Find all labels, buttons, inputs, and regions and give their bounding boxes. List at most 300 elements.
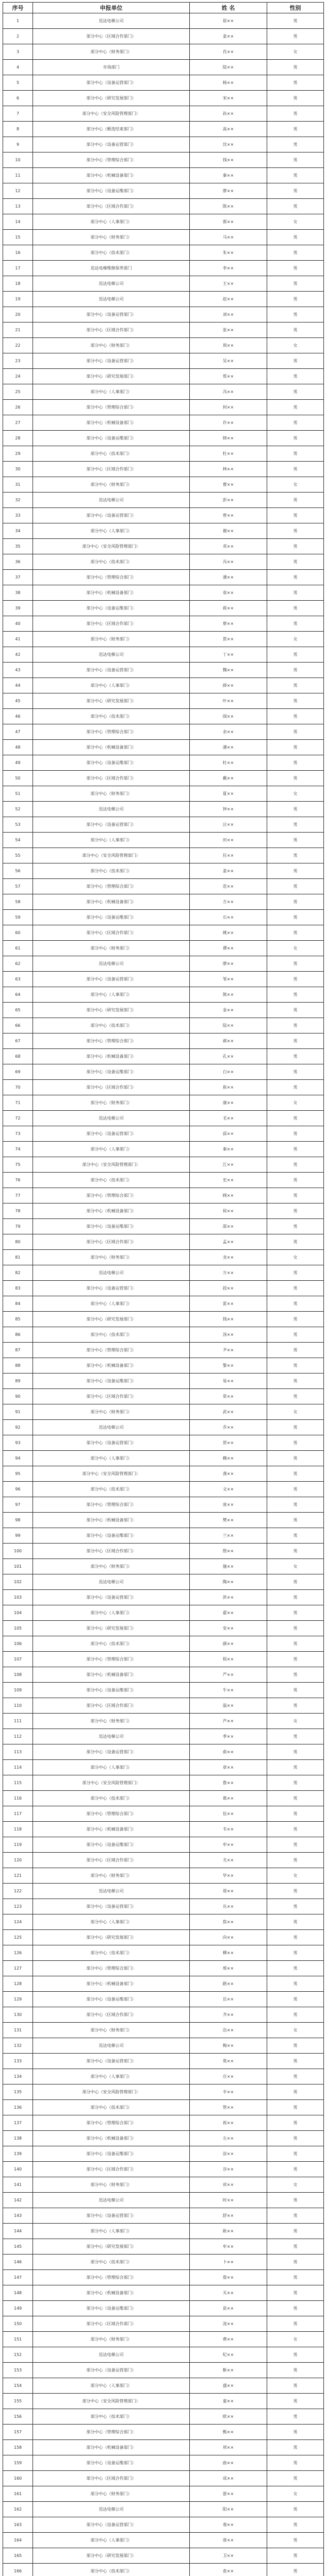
cell-name: 许×× xyxy=(190,415,267,431)
cell-index: 30 xyxy=(3,462,33,477)
cell-unit: 部分中心（设备运维部门） xyxy=(33,2146,190,2162)
cell-index: 38 xyxy=(3,585,33,601)
table-row xyxy=(3,1420,324,1435)
cell-unit: 部分中心（管理综合部门） xyxy=(33,724,190,740)
table-row xyxy=(3,941,324,956)
table-row xyxy=(3,771,324,786)
cell-index: 102 xyxy=(3,1574,33,1590)
cell-name: 耿×× xyxy=(190,2224,267,2239)
cell-gender: 男 xyxy=(267,1204,324,1219)
cell-name: 赵×× xyxy=(190,292,267,307)
cell-index: 7 xyxy=(3,106,33,122)
cell-unit: 部分中心（安全风险管理部门） xyxy=(33,2084,190,2100)
cell-name: 贾×× xyxy=(190,632,267,647)
cell-unit: 部分中心（设备运营部门） xyxy=(33,353,190,369)
cell-unit: 部分中心（甄选结束部门） xyxy=(33,122,190,137)
cell-unit: 部分中心（技术部门） xyxy=(33,1945,190,1961)
table-row xyxy=(3,554,324,570)
cell-gender: 男 xyxy=(267,1420,324,1435)
cell-unit: 部分中心（设备运营部门） xyxy=(33,137,190,152)
table-row xyxy=(3,44,324,60)
cell-unit: 部分中心（人事部门） xyxy=(33,1451,190,1466)
cell-index: 106 xyxy=(3,1636,33,1652)
cell-gender: 男 xyxy=(267,755,324,771)
table-row xyxy=(3,1095,324,1111)
table-row xyxy=(3,1806,324,1822)
cell-gender: 男 xyxy=(267,1312,324,1327)
cell-unit: 部分中心（设备运营部门） xyxy=(33,1899,190,1914)
cell-unit: 部分中心（人事部门） xyxy=(33,2224,190,2239)
cell-name: 阳×× xyxy=(190,2502,267,2517)
cell-name: 卫×× xyxy=(190,2548,267,2564)
cell-gender: 女 xyxy=(267,1095,324,1111)
table-row xyxy=(3,647,324,663)
table-row xyxy=(3,678,324,693)
cell-name: 马×× xyxy=(190,230,267,245)
cell-index: 43 xyxy=(3,663,33,678)
cell-index: 160 xyxy=(3,2471,33,2486)
cell-index: 60 xyxy=(3,925,33,941)
cell-unit: 部分中心（安全风险管理部门） xyxy=(33,1775,190,1791)
table-row xyxy=(3,493,324,508)
table-row xyxy=(3,987,324,1003)
cell-name: 苗×× xyxy=(190,2301,267,2316)
table-row xyxy=(3,709,324,724)
table-row xyxy=(3,1528,324,1544)
cell-name: 樊×× xyxy=(190,1513,267,1528)
cell-index: 84 xyxy=(3,1296,33,1312)
cell-unit: 部分中心（财务部门） xyxy=(33,786,190,802)
table-row xyxy=(3,1683,324,1698)
cell-index: 148 xyxy=(3,2285,33,2301)
table-row xyxy=(3,2100,324,2115)
cell-name: 孔×× xyxy=(190,1049,267,1064)
cell-gender: 男 xyxy=(267,508,324,523)
table-row xyxy=(3,1033,324,1049)
table-row xyxy=(3,539,324,554)
cell-index: 147 xyxy=(3,2270,33,2285)
cell-name: 游×× xyxy=(190,2486,267,2502)
cell-index: 98 xyxy=(3,1513,33,1528)
table-row xyxy=(3,323,324,338)
cell-gender: 男 xyxy=(267,972,324,987)
cell-gender: 男 xyxy=(267,493,324,508)
cell-index: 87 xyxy=(3,1343,33,1358)
cell-unit: 部分中心（设备运营部门） xyxy=(33,817,190,833)
cell-index: 116 xyxy=(3,1791,33,1806)
cell-gender: 男 xyxy=(267,2224,324,2239)
cell-unit: 迅达电梯公司 xyxy=(33,292,190,307)
cell-name: 焦×× xyxy=(190,1914,267,1930)
cell-gender: 男 xyxy=(267,369,324,384)
table-row xyxy=(3,2471,324,2486)
table-row xyxy=(3,972,324,987)
cell-index: 124 xyxy=(3,1914,33,1930)
cell-gender: 男 xyxy=(267,2455,324,2471)
cell-gender: 男 xyxy=(267,833,324,848)
table-row xyxy=(3,1466,324,1482)
table-row xyxy=(3,199,324,214)
cell-gender: 男 xyxy=(267,152,324,168)
cell-unit: 部分中心（设备运营部门） xyxy=(33,2208,190,2224)
cell-gender: 男 xyxy=(267,848,324,863)
table-row xyxy=(3,2533,324,2548)
cell-name: 薛×× xyxy=(190,678,267,693)
cell-unit: 部分中心（机械设备部门） xyxy=(33,1513,190,1528)
cell-index: 166 xyxy=(3,2564,33,2576)
cell-index: 141 xyxy=(3,2177,33,2193)
cell-gender: 男 xyxy=(267,1744,324,1760)
cell-index: 165 xyxy=(3,2548,33,2564)
cell-unit: 部分中心（机械设备部门） xyxy=(33,1358,190,1374)
cell-name: 曹×× xyxy=(190,477,267,493)
cell-name: 管×× xyxy=(190,2100,267,2115)
table-row xyxy=(3,585,324,601)
cell-gender: 男 xyxy=(267,910,324,925)
table-row xyxy=(3,1111,324,1126)
cell-unit: 部分中心（财务部门） xyxy=(33,1868,190,1884)
cell-index: 77 xyxy=(3,1188,33,1204)
cell-index: 111 xyxy=(3,1714,33,1729)
cell-name: 葛×× xyxy=(190,1791,267,1806)
cell-name: 易×× xyxy=(190,1374,267,1389)
cell-name: 柳×× xyxy=(190,1945,267,1961)
cell-index: 131 xyxy=(3,2023,33,2038)
table-row xyxy=(3,75,324,91)
cell-gender: 男 xyxy=(267,2239,324,2255)
cell-index: 42 xyxy=(3,647,33,663)
cell-name: 芦×× xyxy=(190,1714,267,1729)
cell-gender: 男 xyxy=(267,183,324,199)
cell-gender: 男 xyxy=(267,2100,324,2115)
cell-index: 107 xyxy=(3,1652,33,1667)
cell-unit: 部分中心（设备运维部门） xyxy=(33,1374,190,1389)
table-row xyxy=(3,910,324,925)
cell-name: 汤×× xyxy=(190,1327,267,1343)
header-name: 姓 名 xyxy=(190,3,267,13)
cell-unit: 部分中心（技术部门） xyxy=(33,446,190,462)
cell-name: 席×× xyxy=(190,2533,267,2548)
cell-unit: 部分中心（安全风险管理部门） xyxy=(33,2394,190,2409)
cell-unit: 部分中心（机械设备部门） xyxy=(33,1822,190,1837)
cell-unit: 部分中心（财务部门） xyxy=(33,44,190,60)
cell-unit: 部分中心（设备运营部门） xyxy=(33,75,190,91)
cell-unit: 迅达电梯公司 xyxy=(33,1574,190,1590)
cell-index: 153 xyxy=(3,2363,33,2378)
cell-index: 85 xyxy=(3,1312,33,1327)
table-row xyxy=(3,1714,324,1729)
table-row xyxy=(3,2208,324,2224)
cell-unit: 部分中心（研究发展部门） xyxy=(33,2239,190,2255)
cell-gender: 男 xyxy=(267,276,324,292)
table-row xyxy=(3,1930,324,1945)
cell-unit: 部分中心（财务部门） xyxy=(33,338,190,353)
cell-gender: 男 xyxy=(267,554,324,570)
cell-gender: 女 xyxy=(267,1250,324,1265)
cell-unit: 部分中心（设备运营部门） xyxy=(33,2517,190,2533)
cell-name: 盛×× xyxy=(190,2378,267,2394)
cell-gender: 男 xyxy=(267,601,324,616)
cell-name: 廖×× xyxy=(190,956,267,972)
cell-gender: 男 xyxy=(267,894,324,910)
cell-gender: 男 xyxy=(267,585,324,601)
cell-gender: 男 xyxy=(267,122,324,137)
table-row xyxy=(3,1976,324,1992)
table-body xyxy=(3,13,324,2576)
table-row xyxy=(3,1003,324,1018)
cell-name: 姜×× xyxy=(190,29,267,44)
cell-unit: 部分中心（机械设备部门） xyxy=(33,740,190,755)
cell-index: 164 xyxy=(3,2533,33,2548)
cell-name: 祁×× xyxy=(190,2177,267,2193)
cell-name: 邓×× xyxy=(190,539,267,554)
table-row xyxy=(3,2548,324,2564)
table-row xyxy=(3,2270,324,2285)
cell-unit: 部分中心（财务部门） xyxy=(33,1559,190,1574)
cell-unit: 部分中心（管理综合部门） xyxy=(33,1652,190,1667)
cell-name: 郝×× xyxy=(190,1033,267,1049)
cell-unit: 部分中心（技术部门） xyxy=(33,2564,190,2576)
cell-name: 邱×× xyxy=(190,1126,267,1142)
table-row xyxy=(3,2162,324,2177)
cell-unit: 部分中心（设备运营部门） xyxy=(33,1435,190,1451)
cell-name: 田×× xyxy=(190,833,267,848)
cell-unit: 部分中心（设备运营部门） xyxy=(33,2054,190,2069)
cell-index: 88 xyxy=(3,1358,33,1374)
cell-unit: 部分中心（机械设备部门） xyxy=(33,2285,190,2301)
cell-unit: 部分中心（财务部门） xyxy=(33,2023,190,2038)
cell-index: 78 xyxy=(3,1204,33,1219)
cell-name: 向×× xyxy=(190,1930,267,1945)
cell-index: 105 xyxy=(3,1621,33,1636)
table-row xyxy=(3,13,324,29)
cell-name: 潘×× xyxy=(190,740,267,755)
table-row xyxy=(3,1219,324,1234)
cell-index: 135 xyxy=(3,2084,33,2100)
cell-name: 齐×× xyxy=(190,2007,267,2023)
cell-name: 石×× xyxy=(190,910,267,925)
cell-gender: 男 xyxy=(267,75,324,91)
cell-index: 36 xyxy=(3,554,33,570)
table-row xyxy=(3,523,324,539)
cell-index: 144 xyxy=(3,2224,33,2239)
cell-name: 彭×× xyxy=(190,493,267,508)
cell-index: 109 xyxy=(3,1683,33,1698)
cell-index: 140 xyxy=(3,2162,33,2177)
cell-name: 凌×× xyxy=(190,2316,267,2332)
cell-unit: 部分中心（安全风险管理部门） xyxy=(33,539,190,554)
cell-gender: 男 xyxy=(267,1111,324,1126)
cell-name: 甄×× xyxy=(190,2425,267,2440)
cell-name: 阎×× xyxy=(190,709,267,724)
table-row xyxy=(3,2023,324,2038)
table-row xyxy=(3,1698,324,1714)
cell-gender: 男 xyxy=(267,1157,324,1173)
cell-name: 查×× xyxy=(190,2564,267,2576)
table-row xyxy=(3,91,324,106)
cell-unit: 部分中心（设备运维部门） xyxy=(33,910,190,925)
cell-index: 154 xyxy=(3,2378,33,2394)
cell-unit: 部分中心（设备运营部门） xyxy=(33,1744,190,1760)
cell-gender: 男 xyxy=(267,2471,324,2486)
cell-name: 曲×× xyxy=(190,2455,267,2471)
cell-gender: 男 xyxy=(267,199,324,214)
cell-unit: 部分中心（财务部门） xyxy=(33,632,190,647)
cell-name: 颜×× xyxy=(190,1636,267,1652)
cell-gender: 男 xyxy=(267,1080,324,1095)
table-row xyxy=(3,1945,324,1961)
cell-unit: 部分中心（设备运维部门） xyxy=(33,1837,190,1853)
cell-unit: 部分中心（研究发展部门） xyxy=(33,369,190,384)
cell-name: 辛×× xyxy=(190,2084,267,2100)
cell-gender: 男 xyxy=(267,323,324,338)
cell-gender: 男 xyxy=(267,2285,324,2301)
table-row xyxy=(3,2409,324,2425)
cell-index: 58 xyxy=(3,894,33,910)
table-row xyxy=(3,879,324,894)
table-row xyxy=(3,1327,324,1343)
cell-gender: 男 xyxy=(267,2146,324,2162)
cell-gender: 男 xyxy=(267,1064,324,1080)
cell-unit: 部分中心（设备运营部门） xyxy=(33,307,190,323)
cell-unit: 部分中心（安全风险管理部门） xyxy=(33,1157,190,1173)
cell-unit: 部分中心（研究发展部门） xyxy=(33,1312,190,1327)
cell-index: 70 xyxy=(3,1080,33,1095)
cell-name: 温×× xyxy=(190,1698,267,1714)
cell-gender: 男 xyxy=(267,1296,324,1312)
table-row xyxy=(3,1296,324,1312)
table-row xyxy=(3,2347,324,2363)
cell-unit: 部分中心（技术部门） xyxy=(33,1173,190,1188)
cell-unit: 迅达电梯公司 xyxy=(33,2038,190,2054)
cell-unit: 部分中心（设备运维部门） xyxy=(33,1992,190,2007)
cell-index: 35 xyxy=(3,539,33,554)
cell-name: 赖×× xyxy=(190,1451,267,1466)
cell-unit: 部分中心（设备运维部门） xyxy=(33,1219,190,1234)
cell-index: 24 xyxy=(3,369,33,384)
cell-index: 25 xyxy=(3,384,33,400)
cell-gender: 女 xyxy=(267,2023,324,2038)
cell-unit: 迅达电梯公司 xyxy=(33,2502,190,2517)
cell-index: 4 xyxy=(3,60,33,75)
cell-unit: 部分中心（安全风险管理部门） xyxy=(33,1466,190,1482)
cell-index: 108 xyxy=(3,1667,33,1683)
cell-gender: 男 xyxy=(267,1126,324,1142)
table-row xyxy=(3,338,324,353)
cell-unit: 部分中心（研究发展部门） xyxy=(33,1621,190,1636)
cell-unit: 部分中心（设备运营部门） xyxy=(33,1126,190,1142)
cell-unit: 部分中心（区域合作部门） xyxy=(33,1080,190,1095)
cell-index: 8 xyxy=(3,122,33,137)
table-row xyxy=(3,663,324,678)
cell-index: 20 xyxy=(3,307,33,323)
table-row xyxy=(3,1636,324,1652)
cell-gender: 男 xyxy=(267,1173,324,1188)
cell-unit: 部分中心（区域合作部门） xyxy=(33,771,190,786)
cell-index: 134 xyxy=(3,2069,33,2084)
cell-unit: 部分中心（设备运维部门） xyxy=(33,183,190,199)
table-row xyxy=(3,1157,324,1173)
table-row xyxy=(3,1667,324,1683)
cell-index: 15 xyxy=(3,230,33,245)
table-row xyxy=(3,1389,324,1404)
table-row xyxy=(3,817,324,833)
cell-unit: 迅达电梯公司 xyxy=(33,276,190,292)
cell-gender: 男 xyxy=(267,2069,324,2084)
cell-gender: 男 xyxy=(267,1652,324,1667)
cell-gender: 男 xyxy=(267,1188,324,1204)
cell-gender: 男 xyxy=(267,91,324,106)
cell-name: 邵×× xyxy=(190,1219,267,1234)
table-row xyxy=(3,786,324,802)
cell-index: 95 xyxy=(3,1466,33,1482)
cell-index: 74 xyxy=(3,1142,33,1157)
cell-name: 左×× xyxy=(190,2131,267,2146)
cell-unit: 部分中心（机械设备部门） xyxy=(33,2440,190,2455)
cell-unit: 部分中心（研究发展部门） xyxy=(33,91,190,106)
cell-gender: 女 xyxy=(267,1714,324,1729)
cell-index: 119 xyxy=(3,1837,33,1853)
cell-index: 3 xyxy=(3,44,33,60)
cell-unit: 部分中心（区域合作部门） xyxy=(33,29,190,44)
cell-name: 时×× xyxy=(190,2193,267,2208)
cell-index: 37 xyxy=(3,570,33,585)
cell-name: 杜×× xyxy=(190,446,267,462)
cell-gender: 男 xyxy=(267,353,324,369)
cell-gender: 男 xyxy=(267,1343,324,1358)
table-row xyxy=(3,1188,324,1204)
cell-gender: 男 xyxy=(267,2270,324,2285)
cell-unit: 迅达电梯公司 xyxy=(33,1729,190,1744)
cell-unit: 部分中心（设备运维部门） xyxy=(33,755,190,771)
cell-index: 162 xyxy=(3,2502,33,2517)
cell-gender: 男 xyxy=(267,2347,324,2363)
cell-index: 118 xyxy=(3,1822,33,1837)
cell-gender: 女 xyxy=(267,477,324,493)
cell-index: 127 xyxy=(3,1961,33,1976)
cell-unit: 部分中心（区域合作部门） xyxy=(33,2471,190,2486)
cell-unit: 部分中心（管理综合部门） xyxy=(33,400,190,415)
cell-name: 文×× xyxy=(190,1482,267,1497)
cell-gender: 男 xyxy=(267,802,324,817)
cell-gender: 男 xyxy=(267,1806,324,1822)
cell-unit: 部分中心（技术部门） xyxy=(33,709,190,724)
cell-index: 145 xyxy=(3,2239,33,2255)
cell-gender: 男 xyxy=(267,709,324,724)
cell-name: 杜×× xyxy=(190,755,267,771)
cell-index: 150 xyxy=(3,2316,33,2332)
cell-index: 163 xyxy=(3,2517,33,2533)
cell-unit: 部分中心（研究发展部门） xyxy=(33,2548,190,2564)
cell-unit: 部分中心（安全风险管理部门） xyxy=(33,848,190,863)
cell-index: 92 xyxy=(3,1420,33,1435)
table-row xyxy=(3,152,324,168)
table-row xyxy=(3,1822,324,1837)
cell-name: 谢×× xyxy=(190,523,267,539)
cell-name: 张×× xyxy=(190,323,267,338)
cell-index: 129 xyxy=(3,1992,33,2007)
table-row xyxy=(3,508,324,523)
table-row xyxy=(3,1281,324,1296)
cell-name: 詹×× xyxy=(190,2270,267,2285)
cell-index: 121 xyxy=(3,1868,33,1884)
table-row xyxy=(3,2054,324,2069)
cell-index: 99 xyxy=(3,1528,33,1544)
cell-unit: 部分中心（设备运维部门） xyxy=(33,2301,190,2316)
cell-name: 卜×× xyxy=(190,2255,267,2270)
cell-name: 康×× xyxy=(190,1095,267,1111)
table-row xyxy=(3,2285,324,2301)
